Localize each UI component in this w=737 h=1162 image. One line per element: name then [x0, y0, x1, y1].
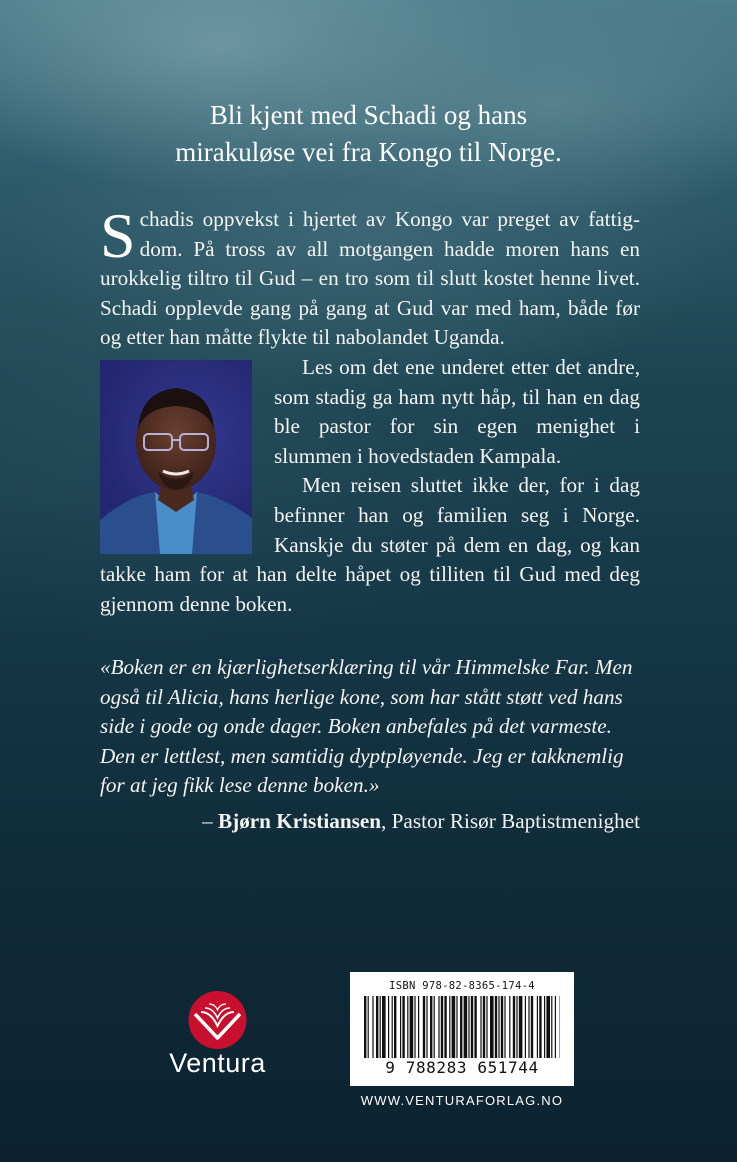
barcode-bar [471, 996, 473, 1058]
author-photo [100, 360, 252, 554]
barcode-bar [382, 996, 386, 1058]
barcode-bar [418, 996, 419, 1058]
barcode-bar [368, 996, 369, 1058]
barcode-bar [464, 996, 468, 1058]
ventura-emblem-icon [155, 990, 280, 1050]
publisher-logo [155, 990, 280, 1085]
barcode-bar [537, 996, 538, 1058]
ean-digits: 9 788283 651744 [385, 1058, 539, 1077]
barcode-bar [486, 996, 487, 1058]
barcode-bar [372, 996, 373, 1058]
drop-cap: S [100, 200, 136, 271]
barcode-bar [501, 996, 503, 1058]
publisher-website: WWW.VENTURAFORLAG.NO [360, 1093, 564, 1108]
review-quote-text: «Boken er en kjærlighetserklæring til vår Himmelske Far. Men også til Alicia, hans herlige kone, som har stått støtt ved hans side i gode og onde dager. Boken anbefales på det varmeste. Den er lettlest, men samtidig dyptpløyende. Jeg er takknemlig for at jeg fikk lese denne boken.» [100, 655, 633, 798]
reviewer-role: , Pastor Risør Baptistmenighet [381, 809, 640, 833]
barcode-bar [468, 996, 469, 1058]
back-cover-headline [60, 97, 677, 171]
barcode-bar [516, 996, 517, 1058]
headline-line-1: Bli kjent med Schadi og hans [209, 100, 528, 130]
barcode-bar [495, 996, 497, 1058]
barcode-bar [441, 996, 443, 1058]
barcode-bars-icon [364, 996, 560, 1058]
barcode-bar [392, 996, 393, 1058]
headline-line-2: mirakuløse vei fra Kongo til Norge. [175, 137, 562, 167]
barcode-bar [430, 996, 432, 1058]
barcode-bar [544, 996, 545, 1058]
barcode-bar [444, 996, 446, 1058]
isbn-barcode [350, 972, 574, 1086]
review-attribution: – Bjørn Kristiansen, Pastor Risør Baptistmenighet [202, 809, 640, 833]
barcode-bar [380, 996, 381, 1058]
blurb-text [100, 200, 640, 619]
barcode-bar [504, 996, 505, 1058]
barcode-bar [525, 996, 526, 1058]
barcode-bar [407, 996, 408, 1058]
barcode-bar [546, 996, 550, 1058]
barcode-bar [531, 996, 533, 1058]
barcode-bar [498, 996, 499, 1058]
barcode-bar [490, 996, 494, 1058]
barcode-bar [414, 996, 415, 1058]
barcode-bar [449, 996, 450, 1058]
barcode-bar [539, 996, 541, 1058]
publisher-name: Ventura [169, 1048, 266, 1078]
barcode-bar [452, 996, 456, 1058]
isbn-number: ISBN 978-82-8365-174-4 [389, 980, 535, 992]
reviewer-name: Bjørn Kristiansen [218, 809, 382, 833]
barcode-bar [438, 996, 439, 1058]
barcode-bar [480, 996, 481, 1058]
barcode-bar [513, 996, 515, 1058]
barcode-bar [509, 996, 510, 1058]
barcode-bar [376, 996, 378, 1058]
barcode-bar [394, 996, 396, 1058]
barcode-bar [400, 996, 401, 1058]
barcode-bar [364, 996, 366, 1058]
barcode-bar [388, 996, 389, 1058]
barcode-bar [426, 996, 427, 1058]
barcode-bar [434, 996, 435, 1058]
barcode-bar [483, 996, 485, 1058]
barcode-bar [410, 996, 414, 1058]
barcode-bar [519, 996, 523, 1058]
blurb-paragraph-1: Schadis oppvekst i hjertet av Kongo var preget av fattigdom. På tross av all motgangen hadde moren hans en urokkelig tiltro til Gud – en tro som til slutt kostet henne livet. Schadi opplevde gang på gang at Gud var med ham, både før og etter han måtte flykte til nabolandet Uganda. [100, 200, 640, 350]
blurb-paragraph-2: Les om det ene underet etter det andre, som stadig ga ham nytt håp, til han en dag ble pastor for sin egen menighet i slummen i hovedstaden Kampala. [100, 353, 640, 471]
blurb-paragraph-3: Men reisen sluttet ikke der, for i dag befinner han og familien seg i Norge. Kanskje du støter på dem en dag, og kan takke ham for at han delte håpet og tilliten til Gud med deg gjennom denne boken. [100, 473, 640, 616]
barcode-bar [555, 996, 556, 1058]
barcode-bar [402, 996, 404, 1058]
barcode-bar [551, 996, 552, 1058]
barcode-bar [460, 996, 462, 1058]
barcode-bar [474, 996, 476, 1058]
barcode-bar [528, 996, 529, 1058]
barcode-bar [423, 996, 425, 1058]
barcode-bar [456, 996, 457, 1058]
review-quote [100, 653, 640, 801]
